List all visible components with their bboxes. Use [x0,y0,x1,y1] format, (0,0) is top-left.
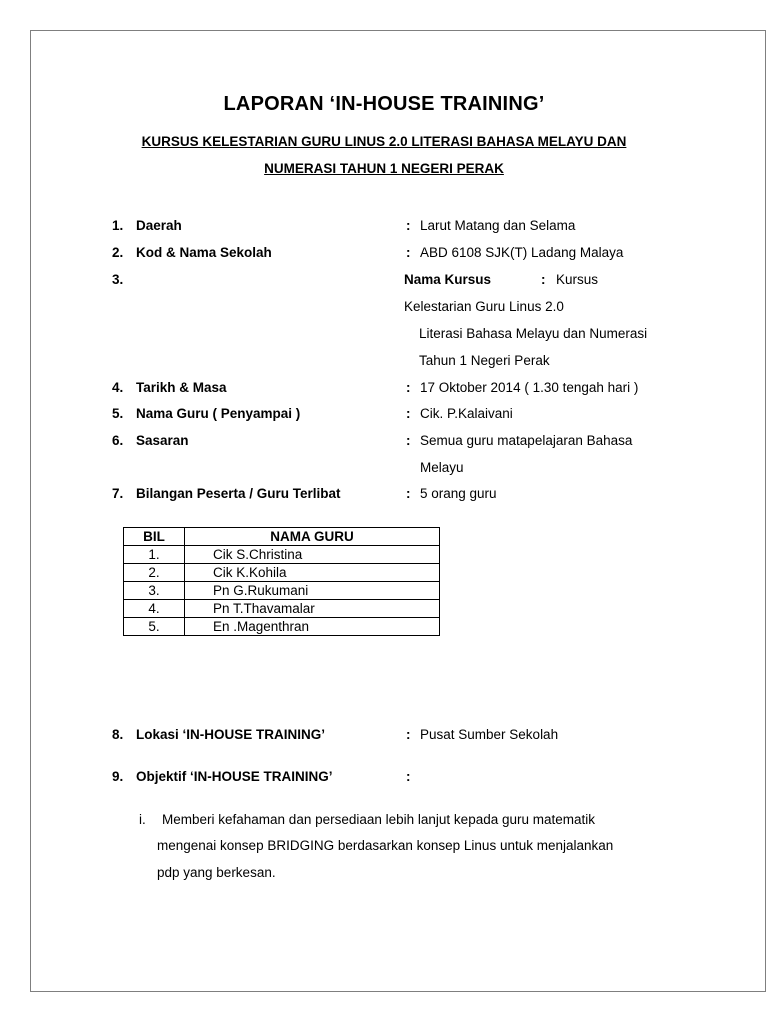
header-bil: BIL [124,528,185,546]
item-value: Cik. P.Kalaivani [420,406,513,421]
cell-bil: 1. [124,546,185,564]
table-row [124,600,440,618]
item-daerah [112,218,712,238]
item-objektif [112,769,712,789]
item-nama-kursus-line3: Literasi Bahasa Melayu dan Numerasi [419,326,648,341]
item-number: 2. [112,245,124,260]
item-label: Nama Kursus [404,272,492,287]
guru-table [123,527,440,636]
item-colon: : [406,433,411,448]
item-value: 17 Oktober 2014 ( 1.30 tengah hari ) [420,380,639,395]
item-number: 8. [112,727,124,742]
item-value: Semua guru matapelajaran Bahasa [420,433,633,448]
item-colon: : [406,769,411,784]
item-number: 6. [112,433,124,448]
item-lokasi [112,727,712,747]
item-sasaran [112,433,712,453]
item-number: 4. [112,380,124,395]
item-sasaran-line2: Melayu [420,460,464,475]
item-value: Pusat Sumber Sekolah [420,727,559,742]
item-nama-kursus-line2: Kelestarian Guru Linus 2.0 [404,299,564,314]
cell-nama-guru: Cik K.Kohila [185,564,440,582]
item-number: 9. [112,769,124,784]
item-nama-kursus-line4: Tahun 1 Negeri Perak [419,353,550,368]
cell-nama-guru: Pn T.Thavamalar [185,600,440,618]
item-colon: : [406,245,411,260]
item-label: Tarikh & Masa [136,380,227,395]
table-row [124,546,440,564]
item-label: Bilangan Peserta / Guru Terlibat [136,486,341,501]
cell-bil: 5. [124,618,185,636]
cell-bil: 2. [124,564,185,582]
item-number: 3. [112,272,124,287]
item-label: Kod & Nama Sekolah [136,245,272,260]
item-bilangan-peserta [112,486,712,506]
item-colon: : [541,272,546,287]
table-row [124,618,440,636]
objective-line2: mengenai konsep BRIDGING berdasarkan konsep Linus untuk menjalankan [157,838,614,853]
item-value: Kursus [556,272,599,287]
item-value: 5 orang guru [420,486,497,501]
table-row [124,564,440,582]
item-label: Daerah [136,218,182,233]
cell-nama-guru: Cik S.Christina [185,546,440,564]
table-row [124,582,440,600]
course-subtitle-line2: NUMERASI TAHUN 1 NEGERI PERAK [264,161,504,176]
item-colon: : [406,218,411,233]
header-nama-guru: NAMA GURU [185,528,440,546]
course-subtitle-line1: KURSUS KELESTARIAN GURU LINUS 2.0 LITERASI BAHASA MELAYU DAN [141,134,627,149]
item-nama-kursus [112,272,712,292]
report-title: LAPORAN ‘IN-HOUSE TRAINING’ [223,93,545,115]
item-colon: : [406,486,411,501]
item-kod-nama-sekolah [112,245,712,265]
item-label: Objektif ‘IN-HOUSE TRAINING’ [136,769,333,784]
item-label: Sasaran [136,433,189,448]
cell-bil: 3. [124,582,185,600]
item-label: Nama Guru ( Penyampai ) [136,406,301,421]
item-colon: : [406,406,411,421]
item-colon: : [406,380,411,395]
table-header-row [124,528,440,546]
item-label: Lokasi ‘IN-HOUSE TRAINING’ [136,727,326,742]
item-value: ABD 6108 SJK(T) Ladang Malaya [420,245,624,260]
item-colon: : [406,727,411,742]
item-number: 1. [112,218,124,233]
objective-line3: pdp yang berkesan. [157,865,276,880]
item-number: 7. [112,486,124,501]
cell-bil: 4. [124,600,185,618]
objective-line1: Memberi kefahaman dan persediaan lebih lanjut kepada guru matematik [162,812,596,827]
item-value: Larut Matang dan Selama [420,218,576,233]
item-nama-guru-penyampai [112,406,712,426]
cell-nama-guru: En .Magenthran [185,618,440,636]
item-tarikh-masa [112,380,712,400]
objective-number: i. [139,812,146,827]
cell-nama-guru: Pn G.Rukumani [185,582,440,600]
item-number: 5. [112,406,124,421]
